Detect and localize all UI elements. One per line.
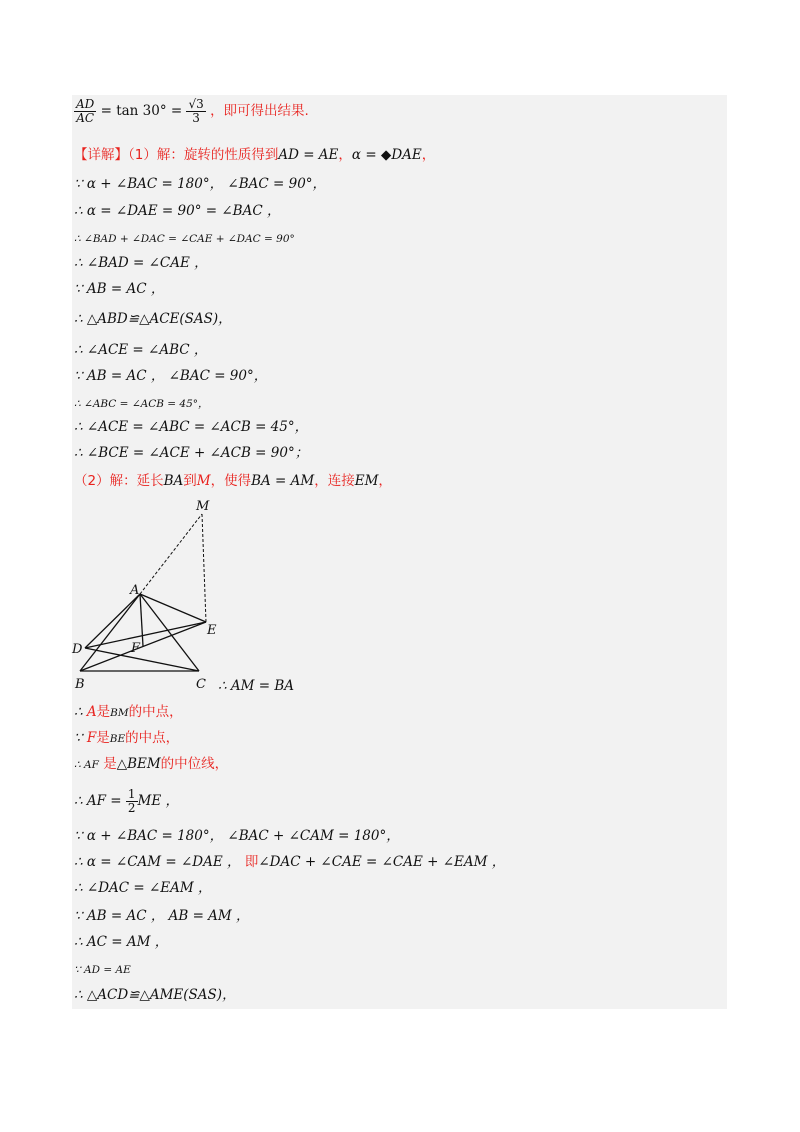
line-8: ∴ △ABD≌△ACE(SAS)， [74, 311, 232, 327]
segment-me [202, 514, 206, 622]
segment-ad [85, 594, 140, 648]
line-4: ∴ α = ∠DAE = 90° = ∠BAC ， [74, 203, 281, 219]
line-22: ∴ ∠DAC = ∠EAM ， [74, 880, 212, 896]
line-3: ∵ α + ∠BAC = 180°， ∠BAC = 90°， [74, 176, 327, 192]
line-17: ∵ F是BE的中点， [74, 730, 180, 746]
label-e: E [207, 623, 217, 638]
segment-dc [85, 648, 199, 671]
segment-de [85, 622, 206, 648]
label-a: A [130, 583, 140, 598]
line-9: ∴ ∠ACE = ∠ABC ， [74, 342, 208, 358]
label-f: F [131, 641, 141, 656]
line-1-text: ，即可得出结果. [210, 103, 309, 119]
tan-equation: = tan 30° = [100, 103, 183, 119]
line-11: ∴ ∠ABC = ∠ACB = 45°， [74, 398, 209, 410]
label-c: C [196, 677, 206, 692]
line-1 [74, 98, 309, 125]
line-7: ∵ AB = AC ， [74, 281, 165, 297]
geometry-figure [68, 495, 228, 695]
line-5: ∴ ∠BAD + ∠DAC = ∠CAE + ∠DAC = 90° [74, 233, 295, 245]
line-13: ∴ ∠BCE = ∠ACE + ∠ACB = 90°； [74, 445, 309, 461]
fraction-sqrt3-3: $\frac{√3}{3}$ [188, 97, 204, 125]
label-m: M [196, 499, 210, 514]
segment-af [140, 594, 143, 646]
line-18: ∴ AF 是△BEM的中位线， [74, 756, 229, 772]
label-b: B [75, 677, 85, 692]
line-16: ∴ A是BM的中点， [74, 704, 183, 720]
detail-tag: 【详解】 [74, 147, 128, 163]
segment-ac [140, 594, 199, 671]
line-15: ∴ AM = BA [218, 678, 295, 694]
line-24: ∴ AC = AM ， [74, 934, 169, 950]
line-26: ∴ △ACD≌△AME(SAS)， [74, 987, 236, 1003]
line-10: ∵ AB = AC ， ∠BAC = 90°， [74, 368, 268, 384]
segment-ae [140, 594, 206, 622]
fraction-one-half: $\frac{1}{2}$ [127, 787, 136, 815]
line-23: ∵ AB = AC ， AB = AM ， [74, 908, 250, 924]
line-6: ∴ ∠BAD = ∠CAE ， [74, 255, 208, 271]
line-14: （2）解：延长BA到M，使得BA = AM，连接EM， [74, 473, 392, 489]
line-21: ∴ α = ∠CAM = ∠DAE ， 即∠DAC + ∠CAE = ∠CAE + ∠EAM ， [74, 854, 506, 870]
line-20: ∵ α + ∠BAC = 180°， ∠BAC + ∠CAM = 180°， [74, 828, 400, 844]
fraction-ad-ac: $\frac{AD}{AC}$ [76, 97, 95, 125]
line-12: ∴ ∠ACE = ∠ABC = ∠ACB = 45°， [74, 419, 309, 435]
line-25: ∵ AD = AE [74, 964, 131, 976]
segment-am [140, 514, 202, 594]
line-2: 【详解】（1）解：旋转的性质得到AD = AE，α = ◆DAE， [74, 147, 436, 163]
label-d: D [72, 642, 83, 657]
line-19: ∴ AF = $\frac{1}{2}$ ME ， [74, 787, 180, 815]
